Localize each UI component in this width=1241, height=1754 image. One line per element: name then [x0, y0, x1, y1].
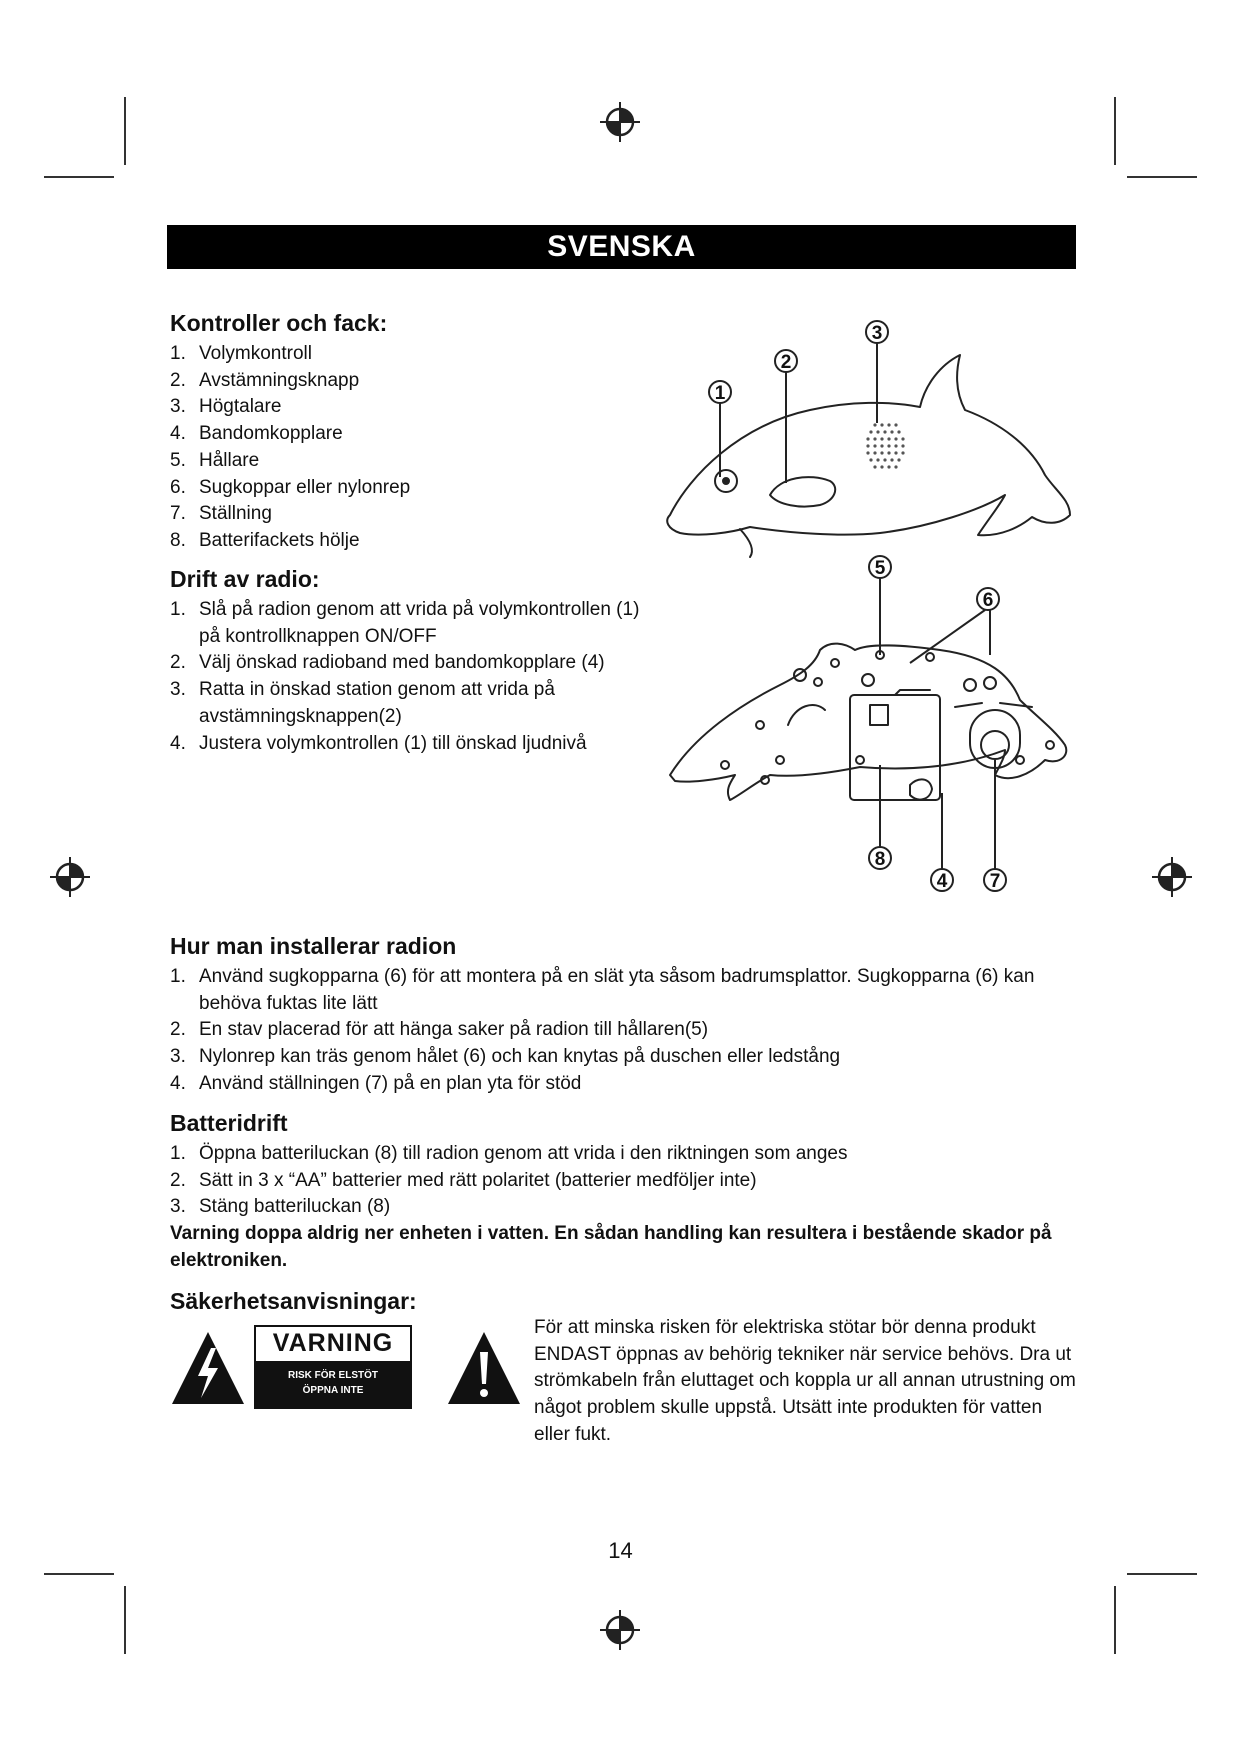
callout-5: 5 — [874, 558, 886, 579]
crop-mark — [1114, 1586, 1116, 1654]
list-item: 6. Sugkoppar eller nylonrep — [170, 476, 411, 498]
registration-mark-icon — [598, 1608, 642, 1652]
tuning-knob-icon — [770, 477, 835, 506]
exclamation-warning-icon — [446, 1330, 522, 1406]
list-item: 4. Bandomkopplare — [170, 423, 343, 445]
crop-mark — [1127, 1573, 1197, 1575]
lightning-warning-icon — [170, 1330, 246, 1406]
varning-label — [254, 1325, 412, 1409]
hanger-icon — [862, 674, 874, 686]
install-list — [170, 964, 1070, 1098]
varning-label-body: RISK FÖR ELSTÖT ÖPPNA INTE — [256, 1361, 410, 1407]
list-item: 3. Högtalare — [170, 396, 282, 418]
varning-label-title: VARNING — [272, 1329, 394, 1357]
list-item: 4. Använd ställningen (7) på en plan yta för stöd — [170, 1072, 582, 1094]
callout-2: 2 — [780, 352, 792, 373]
list-item: 3. Nylonrep kan träs genom hålet (6) och kan knytas på duschen eller ledstång — [170, 1046, 841, 1068]
callout-3: 3 — [871, 323, 883, 344]
callout-7: 7 — [989, 871, 1001, 892]
list-item: 5. Hållare — [170, 449, 260, 471]
radio-operation-heading: Drift av radio: — [170, 566, 320, 592]
controls-heading: Kontroller och fack: — [170, 310, 388, 336]
language-banner: SVENSKA — [167, 225, 1076, 269]
safety-heading: Säkerhetsanvisningar: — [170, 1288, 417, 1314]
callout-4: 4 — [936, 871, 948, 892]
registration-mark-icon — [1150, 855, 1194, 899]
list-item: 2. Sätt in 3 x “AA” batterier med rätt polaritet (batterier medföljer inte) — [170, 1169, 757, 1191]
battery-compartment-icon — [850, 695, 940, 800]
callout-1: 1 — [714, 383, 726, 404]
registration-mark-icon — [48, 855, 92, 899]
install-heading: Hur man installerar radion — [170, 933, 457, 959]
crop-mark — [44, 176, 114, 178]
controls-list — [170, 341, 650, 555]
water-warning: Varning doppa aldrig ner enheten i vatten. En sådan handling kan resultera i bestående skador på elektroniken. — [170, 1223, 1052, 1271]
radio-operation-list — [170, 597, 640, 757]
list-item: 1. Slå på radion genom att vrida på volymkontrollen (1) på kontrollknappen ON/OFF — [170, 599, 640, 647]
crop-mark — [124, 1586, 126, 1654]
list-item: 4. Justera volymkontrollen (1) till önskad ljudnivå — [170, 732, 587, 754]
crop-mark — [1114, 97, 1116, 165]
list-item: 1. Öppna batteriluckan (8) till radion genom att vrida i den riktningen som anges — [170, 1143, 848, 1164]
crop-mark — [44, 1573, 114, 1575]
page-number: 14 — [608, 1538, 633, 1563]
battery-list — [170, 1141, 1070, 1221]
list-item: 2. En stav placerad för att hänga saker på radion till hållaren(5) — [170, 1019, 709, 1041]
battery-heading: Batteridrift — [170, 1110, 288, 1136]
safety-text: För att minska risken för elektriska stötar bör denna produkt ENDAST öppnas av behörig tekniker när service behövs. Dra ut strömkabeln från eluttaget och koppla ur all annan utrustning om något problem skulle uppstå. Utsätt inte produkten för vatten eller fukt. — [534, 1317, 1076, 1445]
band-switch-icon — [910, 779, 932, 799]
list-item: 1. Volymkontroll — [170, 343, 312, 364]
list-item: 7. Ställning — [170, 503, 272, 525]
list-item: 1. Använd sugkopparna (6) för att montera på en slät yta såsom badrumsplattor. Sugkopparna (6) kan behöva fuktas lite lätt — [170, 966, 1035, 1014]
dolphin-back-outline — [670, 644, 1066, 800]
crop-mark — [1127, 176, 1197, 178]
crop-mark — [124, 97, 126, 165]
callout-8: 8 — [874, 849, 886, 870]
list-item: 3. Stäng batteriluckan (8) — [170, 1196, 391, 1218]
list-item: 3. Ratta in önskad station genom att vrida på avstämningsknappen(2) — [170, 679, 555, 727]
list-item: 2. Avstämningsknapp — [170, 369, 360, 391]
callout-6: 6 — [982, 590, 994, 611]
suction-hole-icon — [964, 679, 976, 691]
registration-mark-icon — [598, 100, 642, 144]
list-item: 8. Batterifackets hölje — [170, 529, 360, 551]
list-item: 2. Välj önskad radioband med bandomkopplare (4) — [170, 652, 605, 674]
dolphin-radio-diagram — [660, 305, 1080, 905]
speaker-grille-icon — [866, 423, 904, 468]
